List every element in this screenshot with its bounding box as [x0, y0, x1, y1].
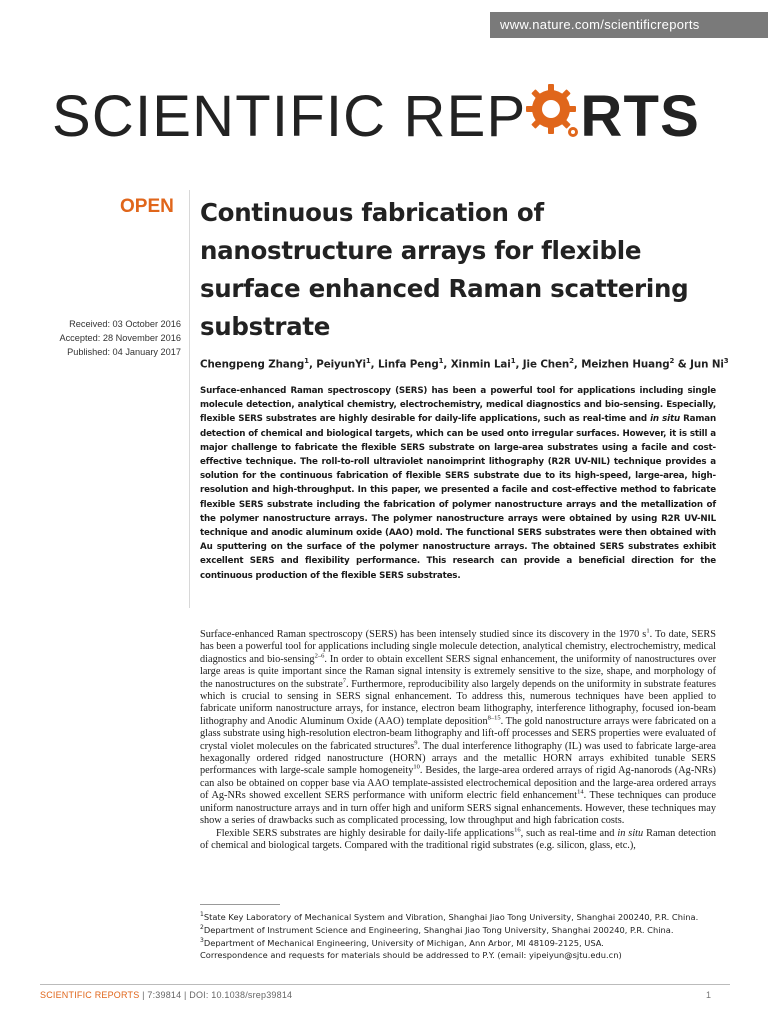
footnote-divider	[200, 904, 280, 905]
author-list: Chengpeng Zhang$^1$, PeiyunYi$^1$, Linfa Peng$^1$, Xinmin Lai$^1$, Jie Chen$^2$, Meizhen Huang$^2$ & Jun Ni$^3$	[200, 357, 729, 371]
citation-superscript: 9	[414, 739, 418, 747]
citation-superscript: 8–15	[487, 714, 501, 722]
affiliations	[200, 911, 716, 949]
text-run: State Key Laboratory of Mechanical System and Vibration, Shanghai Jiao Tong University, Shanghai 200240, P.R. China.	[203, 912, 699, 922]
citation-superscript: 1	[200, 911, 204, 919]
affiliation-marker: 1	[365, 357, 371, 365]
text-run: . To date, SERS has been a powerful tool for applications including single molecule detection, analytical chemistry, electrochemistry, medical diagnostics and bio-sensing	[200, 629, 716, 665]
author-name: Linfa Peng	[377, 358, 439, 371]
body-paragraph-2	[200, 828, 716, 853]
accepted-date: Accepted: 28 November 2016	[59, 333, 181, 343]
citation-superscript: 10	[413, 764, 420, 772]
footer-divider	[40, 984, 730, 985]
citation-superscript: 2–6	[314, 652, 325, 660]
correspondence: Correspondence and requests for materials should be addressed to P.Y. (email: yipeiyun@sjtu.edu.cn)	[200, 950, 622, 961]
footer-journal: SCIENTIFIC REPORTS	[40, 990, 140, 1000]
text-run: Department of Mechanical Engineering, University of Michigan, Ann Arbor, MI 48109-2125, USA.	[203, 937, 604, 948]
text-run: . Besides, the large-area ordered arrays of rigid Ag-nanorods (Ag-NRs) can also be obtained on copper base via AAO template-assisted electrochemical deposition and the large-area ordered arrays of Ag-NRs showed excellent SERS performance with uniform electric field enhancement	[200, 765, 716, 802]
footer-citation: | 7:39814 | DOI: 10.1038/srep39814	[139, 990, 293, 1000]
journal-name-part2: RTS	[580, 84, 701, 149]
article-dates	[40, 317, 181, 359]
gear-icon	[524, 82, 582, 140]
author-name: Jun Ni	[690, 358, 724, 371]
affiliation-marker: 2	[569, 357, 574, 365]
citation-superscript: 2	[200, 924, 204, 932]
journal-url[interactable]: www.nature.com/scientificreports	[490, 12, 768, 38]
published-date: Published: 04 January 2017	[67, 347, 181, 357]
affiliation-marker: 1	[304, 357, 309, 365]
abstract	[200, 384, 716, 583]
body-paragraph-1	[200, 629, 716, 828]
citation-superscript: 14	[577, 788, 584, 796]
journal-logo	[52, 82, 700, 152]
abstract-text: Raman detection of chemical and biological targets, which can be used onto irregular surfaces. However, it is still a major challenge to fabricate the flexible SERS substrate on large-area substrates using a facile and cost-effective technique. The roll-to-roll ultraviolet nanoimprint lithography (R2R UV-NIL) technique provides a solution for the continuous fabrication of flexible SERS substrate due to its high-speed, large-area, high-resolution and high-throughput. In this paper, we presented a facile and cost-effective method to fabricate flexible SERS substrate including the fabrication of polymer nanostructure arrays and the metallization of the polymer nanostructure arrays. The polymer nanostructure arrays were obtained by using R2R UV-NIL technique and anodic aluminum oxide (AAO) mold. The functional SERS substrates were then obtained with Au sputtering on the surface of the polymer nanostructure arrays. The obtained SERS substrates exhibit excellent SERS and flexibility performance. This research can provide a beneficial direction for the continuous production of the flexible SERS substrates.	[200, 414, 717, 581]
received-date: Received: 03 October 2016	[69, 319, 181, 329]
author-name: Chengpeng Zhang	[200, 358, 305, 371]
affiliation-marker: 3	[723, 357, 729, 365]
affiliation-marker: 2	[669, 357, 675, 365]
page-number: 1	[706, 990, 712, 1000]
text-run: . The gold nanostructure arrays were fabricated on a glass substrate using high-resolution electron-beam lithography and lift-off processes and SERS properties were evaluated of crystal violet molecules on the fabricated structures	[200, 715, 716, 752]
citation-superscript: 3	[200, 936, 204, 944]
abstract-italic: in situ	[650, 414, 680, 425]
abstract-text: Surface-enhanced Raman spectroscopy (SERS) has been a powerful tool for applications including single molecule detection, analytical chemistry, electrochemistry, medical diagnostics and bio-sensing. Especially, flexible SERS substrates are highly desirable for daily-life applications, such as real-time and	[200, 386, 716, 425]
text-run: Surface-enhanced Raman spectroscopy (SERS) has been intensely studied since its discovery in the 1970 s	[200, 629, 647, 640]
author-name: PeiyunYi	[316, 358, 366, 371]
text-run: . These techniques can produce uniform nanostructure arrays and in turn offer high and uniform SERS signal enhancements. However, these techniques may show a series of drawbacks such as complicated processing, low throughput and high fabrication costs.	[200, 790, 716, 827]
text-run: Flexible SERS substrates are highly desirable for daily-life applications	[216, 827, 515, 839]
sidebar-divider	[189, 190, 190, 608]
open-access-label: OPEN	[120, 196, 174, 217]
journal-name-part1: SCIENTIFIC REP	[52, 84, 527, 149]
affiliation-marker: 1	[438, 357, 444, 365]
text-run: . Furthermore, reproducibility also largely depends on the uniformity in substrate features which is crucial to sensing in SERS signal enhancement. To address this, numerous techniques have been applied to fabricate uniform nanostructure arrays, for instance, electron beam lithography, interference lithography, focused ion-beam lithography and Anodic Aluminum Oxide (AAO) template deposition	[200, 678, 716, 727]
italic-text: in situ	[617, 827, 644, 839]
article-title: Continuous fabrication of nanostructure arrays for flexible surface enhanced Raman scattering substrate	[200, 198, 689, 341]
text-run: . The dual interference lithography (IL) was used to fabricate large-area hexagonally ordered ridged nanostructure (HORN) arrays and the metallic HORN arrays exhibited tunable SERS performances with large-scale sample homogeneity	[200, 740, 716, 777]
text-run: Department of Instrument Science and Engineering, Shanghai Jiao Tong University, Shanghai 200240, P.R. China.	[203, 924, 674, 935]
text-run: , such as real-time and	[520, 827, 618, 839]
text-run: Raman detection of chemical and biological targets. Compared with the traditional rigid substrates (e.g. silicon, glass, etc.),	[200, 827, 716, 851]
affiliation-marker: 1	[510, 357, 516, 365]
citation-superscript: 1	[646, 627, 650, 635]
body-text	[200, 629, 716, 852]
author-name: Jie Chen	[522, 358, 570, 371]
page-footer	[40, 990, 292, 1000]
footnotes	[200, 911, 716, 962]
text-run: . In order to obtain excellent SERS signal enhancement, the uniformity of nanostructures over large areas is quite important since the Raman signal intensity is extremely sensitive to the size, shape, and morphology of the nanostructures on the substrate	[200, 653, 716, 690]
author-name: Xinmin Lai	[450, 358, 511, 371]
citation-superscript: 16	[514, 826, 521, 834]
citation-superscript: 7	[342, 677, 347, 685]
author-name: Meizhen Huang	[581, 358, 670, 371]
